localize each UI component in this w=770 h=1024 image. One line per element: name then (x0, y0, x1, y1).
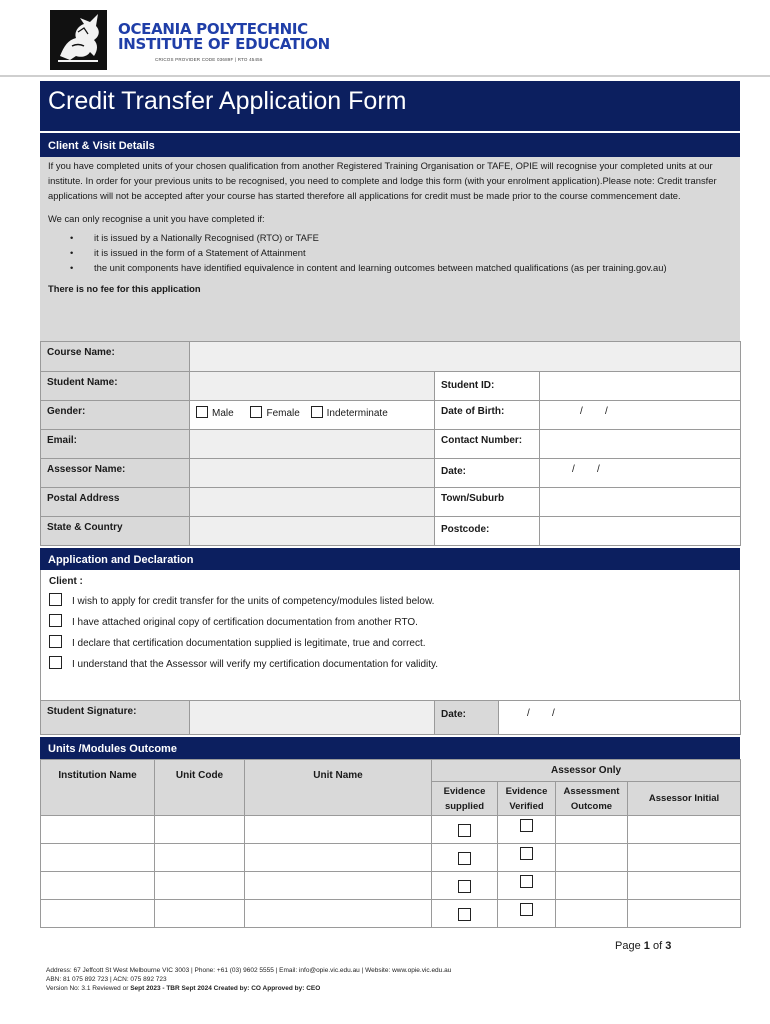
conditions-list (48, 230, 730, 275)
student-signature-input[interactable] (190, 701, 435, 735)
credit-transfer-form (40, 81, 740, 928)
declaration-text: I understand that the Assessor will verify my certification documentation for validity. (72, 659, 439, 670)
assessor-initial-cell[interactable] (628, 900, 741, 928)
evidence-verified-checkbox[interactable] (520, 847, 533, 860)
col-evidence-verified: Evidence Verified (498, 782, 556, 816)
institution-cell[interactable] (41, 872, 155, 900)
evidence-verified-checkbox[interactable] (520, 875, 533, 888)
page-current: 1 (643, 940, 650, 952)
gender-female-checkbox[interactable] (250, 406, 262, 418)
email-input[interactable] (190, 430, 435, 459)
page-of-label: of (652, 940, 663, 952)
evidence-verified-cell (498, 900, 556, 928)
declaration-text: I have attached original copy of certification documentation from another RTO. (72, 617, 418, 628)
section-client-visit-details: Client & Visit Details (40, 131, 740, 157)
page-total: 3 (665, 940, 672, 952)
no-fee-note: There is no fee for this application (48, 283, 201, 294)
student-signature-label: Student Signature: (41, 701, 190, 735)
gender-label: Gender: (41, 401, 190, 430)
section-application-declaration: Application and Declaration (40, 546, 740, 570)
unit-name-cell[interactable] (245, 844, 432, 872)
organization-name (118, 22, 330, 52)
footer-version-detail: Sept 2023 - TBR Sept 2024 Created by: CO Approved by: CEO (130, 985, 321, 992)
col-assessment-outcome: Assessment Outcome (556, 782, 628, 816)
condition-item: • the unit components have identified equivalence in content and learning outcomes between matched qualifications (as per training.gov.au) (48, 260, 730, 275)
assessor-initial-cell[interactable] (628, 816, 741, 844)
evidence-verified-checkbox[interactable] (520, 903, 533, 916)
recognise-intro: We can only recognise a unit you have completed if: (48, 213, 265, 224)
evidence-supplied-cell (432, 844, 498, 872)
griffin-emblem-icon (50, 10, 107, 70)
assessor-initial-cell[interactable] (628, 844, 741, 872)
dob-input[interactable] (540, 401, 741, 430)
footer-version-prefix: Version No: 3.1 Reviewed or (46, 985, 129, 992)
declaration-item (49, 635, 731, 656)
unit-code-cell[interactable] (155, 872, 245, 900)
declaration-item (49, 614, 731, 635)
evidence-supplied-checkbox[interactable] (458, 824, 471, 837)
unit-code-cell[interactable] (155, 900, 245, 928)
intro-panel (40, 157, 740, 341)
page-number (615, 940, 671, 952)
assessment-outcome-cell[interactable] (556, 900, 628, 928)
evidence-verified-cell (498, 872, 556, 900)
student-name-label: Student Name: (41, 372, 190, 401)
form-title: Credit Transfer Application Form (40, 81, 740, 131)
institution-cell[interactable] (41, 844, 155, 872)
unit-name-cell[interactable] (245, 872, 432, 900)
institution-cell[interactable] (41, 900, 155, 928)
evidence-supplied-checkbox[interactable] (458, 852, 471, 865)
unit-code-cell[interactable] (155, 844, 245, 872)
declaration-checkbox-1[interactable] (49, 593, 62, 606)
student-name-input[interactable] (190, 372, 435, 401)
postcode-input[interactable] (540, 517, 741, 546)
condition-item: • it is issued by a Nationally Recognised (RTO) or TAFE (48, 230, 730, 245)
assessment-outcome-cell[interactable] (556, 872, 628, 900)
declaration-panel (40, 570, 740, 700)
evidence-supplied-checkbox[interactable] (458, 908, 471, 921)
assessor-name-label: Assessor Name: (41, 459, 190, 488)
assessor-name-input[interactable] (190, 459, 435, 488)
dob-value: / / (580, 406, 608, 417)
declaration-item (49, 593, 731, 614)
evidence-supplied-checkbox[interactable] (458, 880, 471, 893)
assessor-date-value: / / (572, 464, 600, 475)
gender-indeterminate-checkbox[interactable] (311, 406, 323, 418)
evidence-supplied-cell (432, 872, 498, 900)
header-divider (0, 75, 770, 77)
town-suburb-label: Town/Suburb (435, 488, 540, 517)
declaration-text: I wish to apply for credit transfer for the units of competency/modules listed below. (72, 596, 435, 607)
footer-contact: Address: 67 Jeffcott St West Melbourne VIC 3003 | Phone: +61 (03) 9602 5555 | Email: info@opie.vic.edu.au | Website: www.opie.vic.edu.au (46, 967, 452, 974)
evidence-supplied-cell (432, 900, 498, 928)
gender-options (190, 401, 435, 430)
student-id-input[interactable] (540, 372, 741, 401)
institution-cell[interactable] (41, 816, 155, 844)
postal-address-label: Postal Address (41, 488, 190, 517)
col-evidence-supplied: Evidence supplied (432, 782, 498, 816)
gender-male-label: Male (212, 408, 234, 419)
assessment-outcome-cell[interactable] (556, 816, 628, 844)
course-name-input[interactable] (190, 342, 741, 372)
dob-label: Date of Birth: (435, 401, 540, 430)
assessor-only-header: Assessor Only (432, 760, 741, 782)
condition-item: • it is issued in the form of a Statement of Attainment (48, 245, 730, 260)
student-id-label: Student ID: (435, 372, 540, 401)
contact-number-label: Contact Number: (435, 430, 540, 459)
client-details-table (40, 341, 741, 546)
col-institution-name: Institution Name (41, 760, 155, 816)
table-row (41, 872, 741, 900)
gender-male-checkbox[interactable] (196, 406, 208, 418)
assessor-date-label: Date: (435, 459, 540, 488)
footer-abn: ABN: 81 075 892 723 | ACN: 075 892 723 (46, 976, 167, 983)
evidence-verified-checkbox[interactable] (520, 819, 533, 832)
course-name-label: Course Name: (41, 342, 190, 372)
state-country-input[interactable] (190, 517, 435, 546)
town-suburb-input[interactable] (540, 488, 741, 517)
col-unit-code: Unit Code (155, 760, 245, 816)
declaration-checkbox-4[interactable] (49, 656, 62, 669)
table-row (41, 816, 741, 844)
evidence-supplied-cell (432, 816, 498, 844)
col-unit-name: Unit Name (245, 760, 432, 816)
org-name-line1: OCEANIA POLYTECHNIC (118, 20, 308, 38)
unit-code-cell[interactable] (155, 816, 245, 844)
gender-female-label: Female (266, 408, 300, 419)
email-label: Email: (41, 430, 190, 459)
assessor-initial-cell[interactable] (628, 872, 741, 900)
postal-address-input[interactable] (190, 488, 435, 517)
page-label: Page (615, 940, 641, 952)
table-row (41, 844, 741, 872)
org-name-line2: INSTITUTE OF EDUCATION (118, 35, 330, 53)
evidence-verified-cell (498, 816, 556, 844)
page-footer (46, 966, 451, 993)
contact-number-input[interactable] (540, 430, 741, 459)
col-assessor-initial: Assessor Initial (628, 782, 741, 816)
state-country-label: State & Country (41, 517, 190, 546)
signature-date-input[interactable] (499, 701, 741, 735)
org-tagline: CRICOS PROVIDER CODE 03689F | RTO 45456 (155, 57, 263, 62)
table-row (41, 900, 741, 928)
gender-indeterminate-label: Indeterminate (326, 408, 388, 419)
section-units-modules-outcome: Units /Modules Outcome (40, 735, 740, 759)
declaration-checkbox-2[interactable] (49, 614, 62, 627)
unit-name-cell[interactable] (245, 900, 432, 928)
client-label: Client : (49, 576, 83, 587)
signature-date-label: Date: (435, 701, 499, 735)
intro-paragraph: If you have completed units of your chosen qualification from another Registered Training Organisation or TAFE, OPIE will recognise your completed units at our institute. In order for your previous units to be recognised, you need to complete and lodge this form (with your enrolment application).Please note: Credit transfer applications will not be accepted after your course has started therefore all applications for credit must be made prior to the course commencement date. (48, 160, 717, 201)
signature-table (40, 700, 741, 735)
footer-version (46, 984, 451, 993)
declaration-checkbox-3[interactable] (49, 635, 62, 648)
signature-date-value: / / (527, 708, 555, 719)
assessment-outcome-cell[interactable] (556, 844, 628, 872)
declaration-text: I declare that certification documentation supplied is legitimate, true and correct. (72, 638, 426, 649)
assessor-date-input[interactable] (540, 459, 741, 488)
unit-name-cell[interactable] (245, 816, 432, 844)
units-table (40, 759, 741, 928)
institute-logo (50, 10, 107, 70)
postcode-label: Postcode: (435, 517, 540, 546)
declaration-item (49, 656, 731, 677)
evidence-verified-cell (498, 844, 556, 872)
